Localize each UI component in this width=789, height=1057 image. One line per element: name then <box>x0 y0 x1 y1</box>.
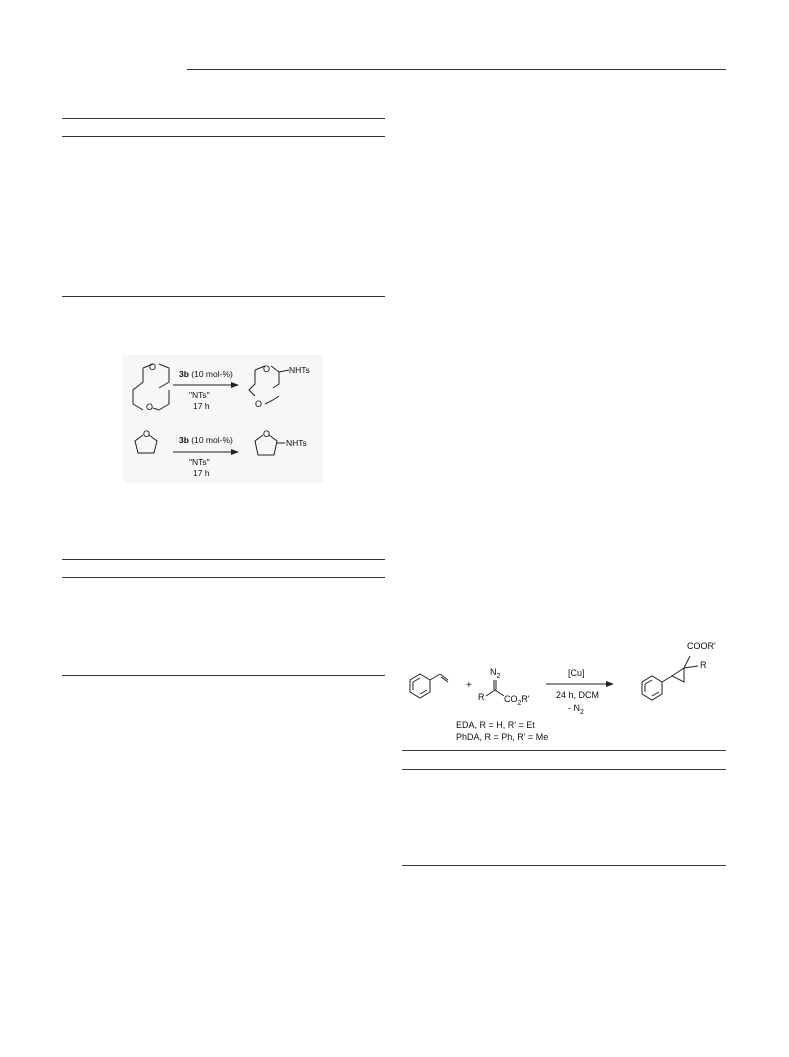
dioxane-o-top: O <box>149 362 157 372</box>
time-label-1: 17 h <box>193 401 210 411</box>
styrene-structure <box>410 674 448 698</box>
table2-bottom-rule <box>62 675 385 676</box>
catalyst-label: [Cu] <box>568 668 585 678</box>
cyclopropanation-scheme <box>400 638 730 746</box>
table3-top-rule <box>402 750 726 751</box>
catalyst-label-2: 3b <box>179 435 189 445</box>
reagent-label-2: "NTs" <box>189 457 210 467</box>
svg-text:3b (10 mol-%) <box>179 435 233 445</box>
cyclopropane-product-structure <box>642 656 698 700</box>
svg-text:CO2R': $CO_2R'$ <box>504 694 530 707</box>
product-label-2: NHTs <box>286 438 307 448</box>
header-rule <box>187 69 726 70</box>
thf-o: O <box>143 429 151 439</box>
svg-text:O: O <box>263 429 271 439</box>
table1-header-rule <box>62 136 385 137</box>
plus-sign: + <box>466 680 472 691</box>
table3-bottom-rule <box>402 865 726 866</box>
phda-legend: PhDA, R = Ph, R' = Me <box>456 732 549 742</box>
n2-loss-label: - $N_2$ <box>568 703 584 716</box>
table3-header-rule <box>402 769 726 770</box>
dioxane-o-bottom: O <box>146 402 154 412</box>
catalyst-label-1: 3b <box>179 369 189 379</box>
diazo-structure <box>486 680 504 696</box>
r-group-label: R <box>478 692 485 702</box>
product-ester-label: COOR' <box>687 641 716 651</box>
amination-scheme <box>123 355 323 483</box>
reagent-label-1: "NTs" <box>189 390 210 400</box>
time-label-2: 17 h <box>193 468 210 478</box>
svg-text:N2: $N_2$ <box>490 667 501 680</box>
table2-top-rule <box>62 559 385 560</box>
svg-text:O: O <box>263 364 271 374</box>
catalyst-loading-2: (10 mol-%) <box>188 435 233 445</box>
table1-bottom-rule <box>62 296 385 297</box>
svg-text:O: O <box>255 399 263 409</box>
product-label-1: NHTs <box>289 365 310 375</box>
table1-top-rule <box>62 118 385 119</box>
svg-text:3b (10 mol-%) <box>179 369 233 379</box>
eda-legend: EDA, R = H, R' = Et <box>456 720 535 730</box>
catalyst-loading-1: (10 mol-%) <box>188 369 233 379</box>
product-r-label: R <box>700 660 707 670</box>
table2-header-rule <box>62 577 385 578</box>
conditions-label: 24 h, DCM <box>556 690 600 700</box>
